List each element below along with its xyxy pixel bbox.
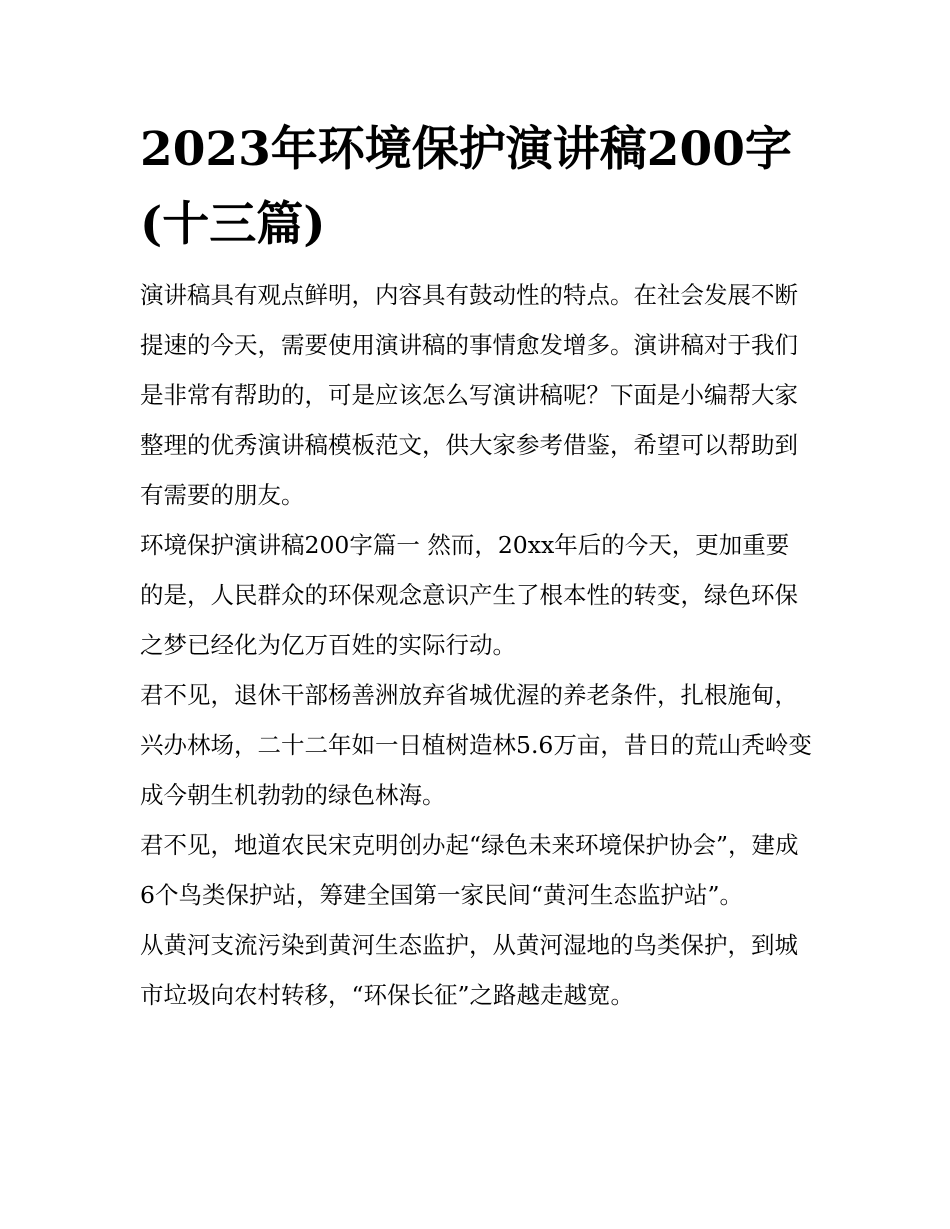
- document-body: [140, 270, 812, 1020]
- paragraph-yang-shanzhou: 君不见，退休干部杨善洲放弃省城优渥的养老条件，扎根施甸，兴办林场，二十二年如一日植树造林5.6万亩，昔日的荒山秃岭变成今朝生机勃勃的绿色林海。: [140, 681, 812, 809]
- paragraph-intro: 演讲稿具有观点鲜明，内容具有鼓动性的特点。在社会发展不断提速的今天，需要使用演讲稿的事情愈发增多。演讲稿对于我们是非常有帮助的，可是应该怎么写演讲稿呢？下面是小编帮大家整理的优秀演讲稿模板范文，供大家参考借鉴，希望可以帮助到有需要的朋友。: [140, 281, 798, 509]
- document-title: 2023年环境保护演讲稿200字(十三篇): [140, 122, 792, 252]
- paragraph-section-one: 环境保护演讲稿200字篇一 然而，20xx年后的今天，更加重要的是，人民群众的环保观念意识产生了根本性的转变，绿色环保之梦已经化为亿万百姓的实际行动。: [140, 531, 798, 659]
- paragraph-yellow-river: 从黄河支流污染到黄河生态监护，从黄河湿地的鸟类保护，到城市垃圾向农村转移，“环保长征”之路越走越宽。: [140, 931, 798, 1009]
- document-content: [140, 112, 812, 1020]
- paragraph-song-keming: 君不见，地道农民宋克明创办起“绿色未来环境保护协会”，建成6个鸟类保护站，筹建全国第一家民间“黄河生态监护站”。: [140, 831, 799, 909]
